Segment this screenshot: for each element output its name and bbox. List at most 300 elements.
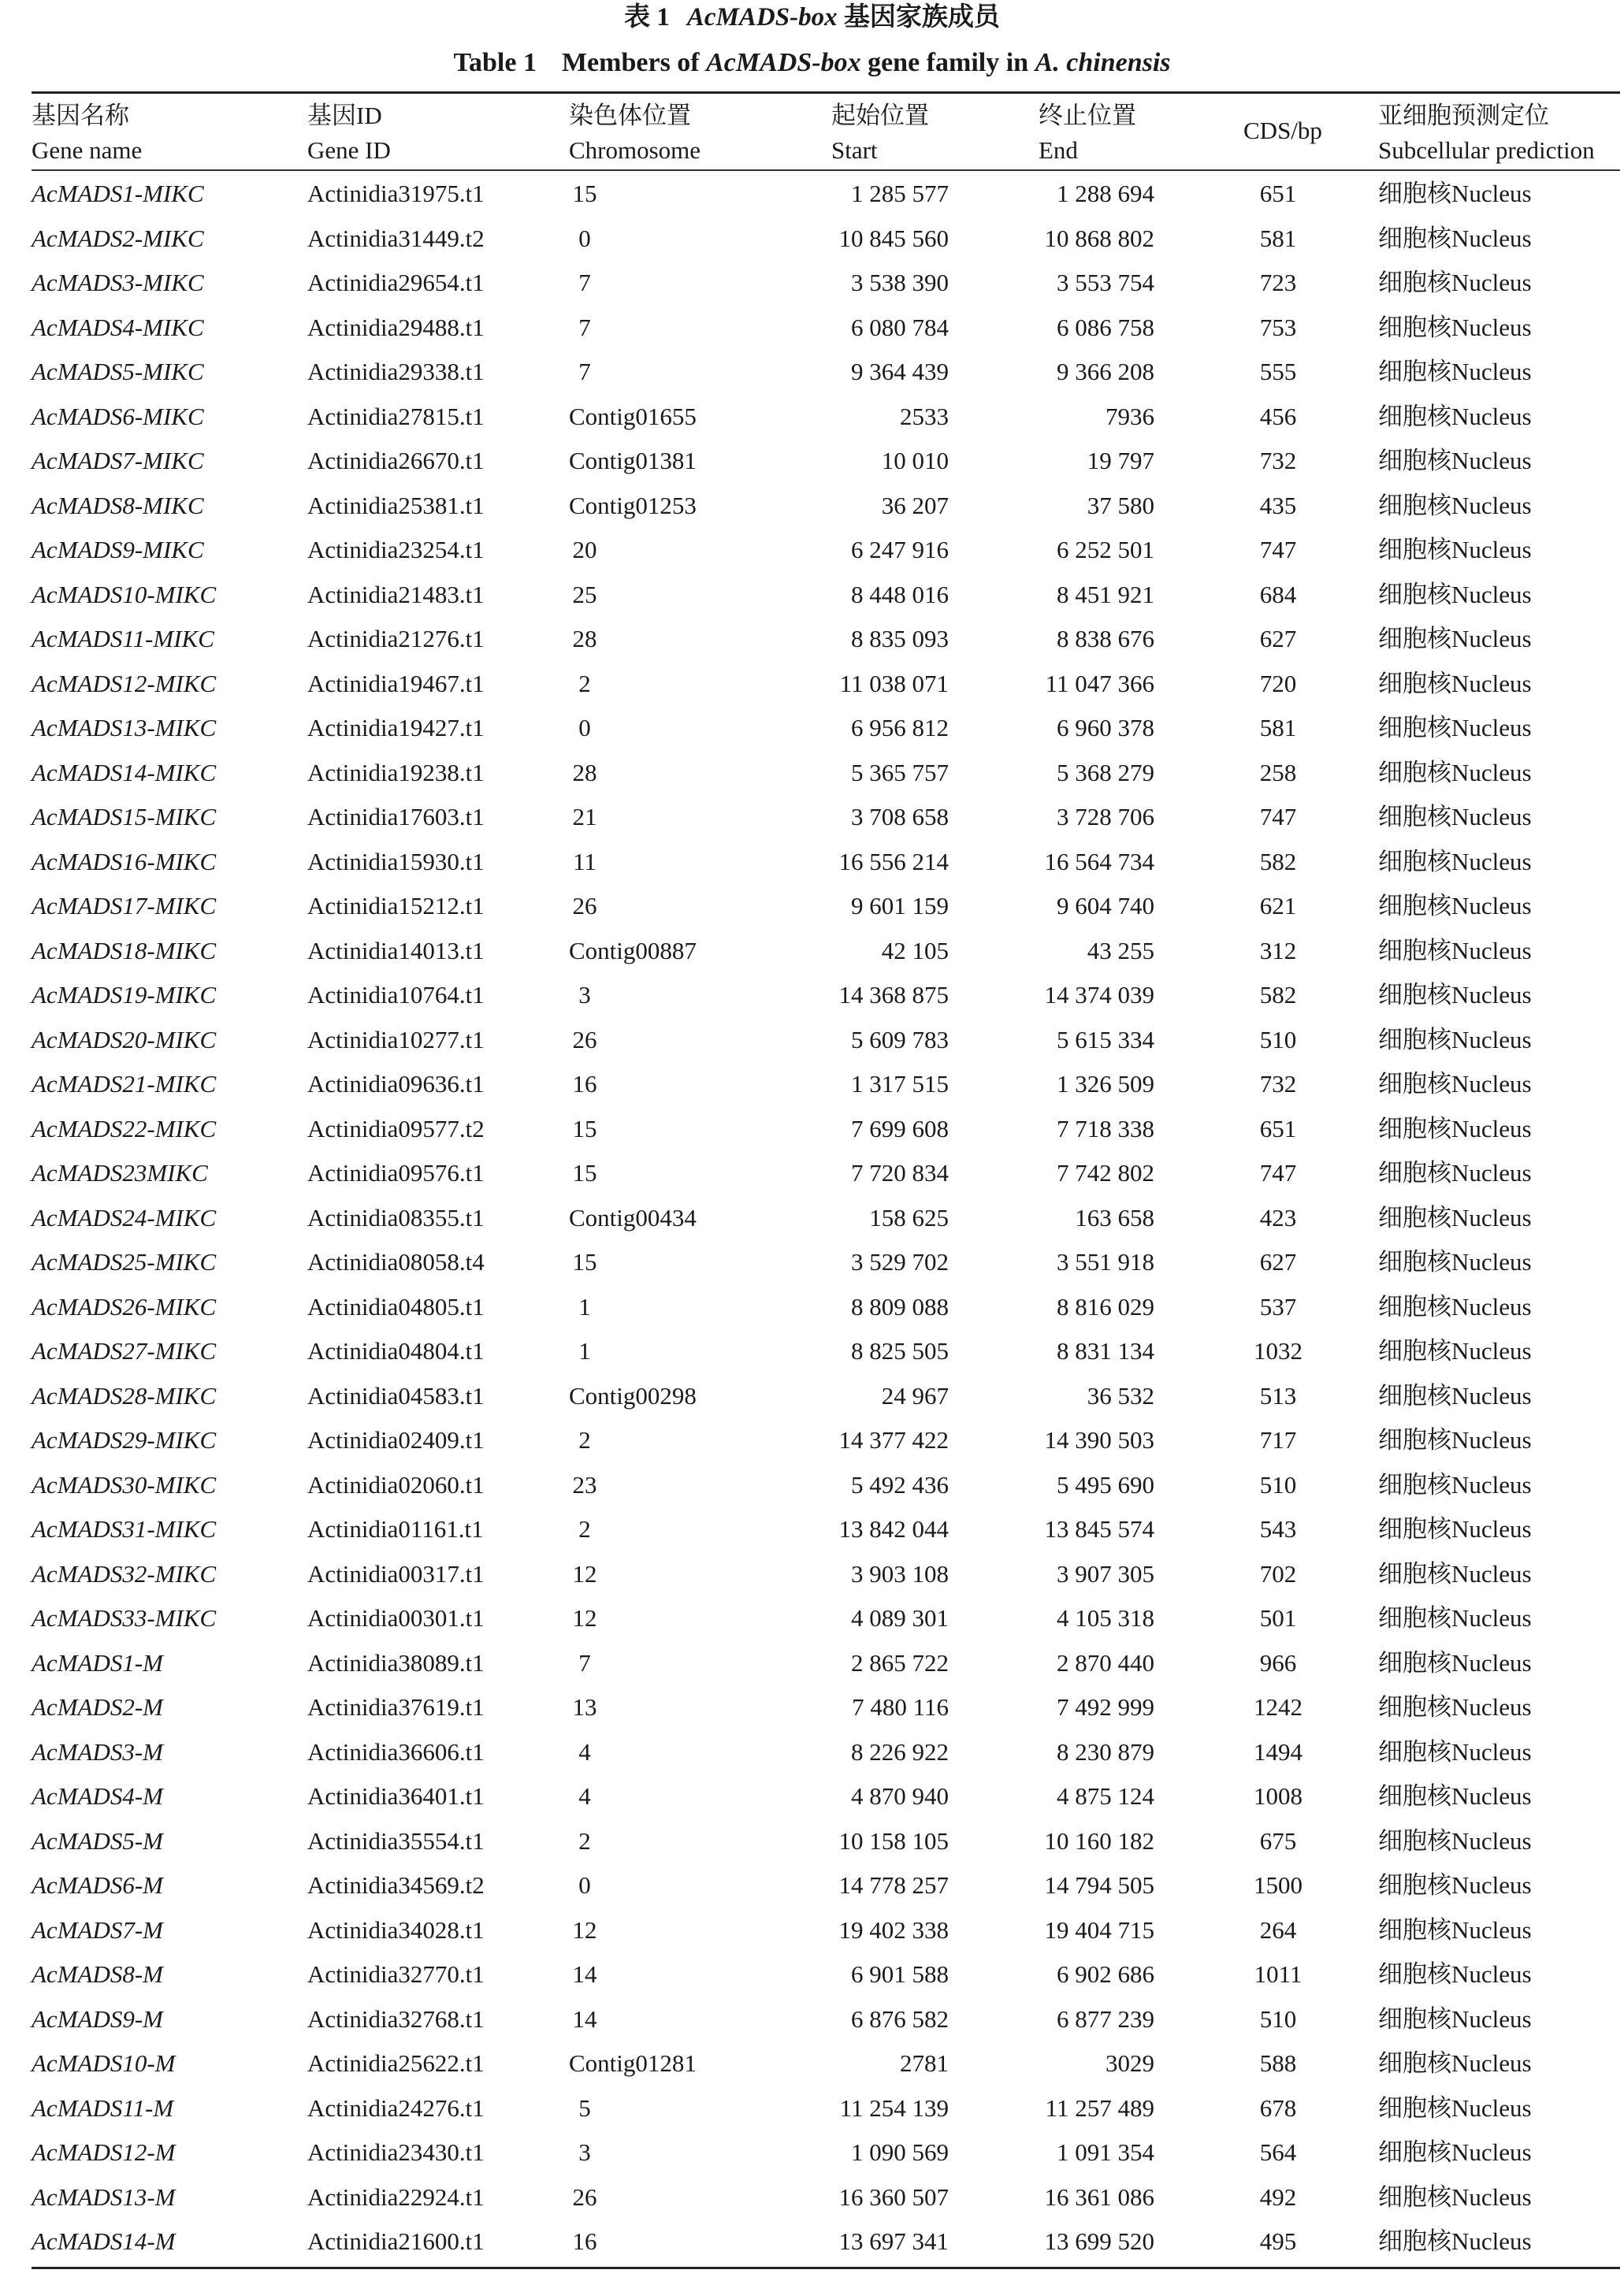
gene-name-cell: AcMADS13-M bbox=[32, 2182, 176, 2211]
start-cell: 10 010 bbox=[881, 447, 949, 474]
gene-name-cell: AcMADS24-MIKC bbox=[32, 1203, 217, 1231]
end-cell: 8 230 879 bbox=[1057, 1737, 1154, 1766]
chromosome-cell bbox=[569, 884, 742, 929]
gene-id-cell: Actinidia22924.t1 bbox=[307, 2182, 485, 2211]
chromosome-cell bbox=[569, 840, 742, 885]
subcellular-cell: 细胞核Nucleus bbox=[1378, 1203, 1532, 1231]
header-end-cn: 终止位置 bbox=[1039, 102, 1136, 129]
cds-cell: 513 bbox=[1259, 1381, 1297, 1410]
header-chromosome-en: Chromosome bbox=[569, 136, 701, 164]
cds-cell: 581 bbox=[1259, 714, 1297, 741]
chromosome-cell bbox=[569, 617, 742, 662]
end-cell: 43 255 bbox=[1087, 936, 1154, 964]
end-cell: 13 845 574 bbox=[1044, 1515, 1154, 1543]
start-cell: 9 364 439 bbox=[851, 358, 949, 385]
gene-name-cell: AcMADS11-M bbox=[32, 2093, 174, 2122]
start-cell: 5 365 757 bbox=[851, 758, 949, 786]
start-cell: 14 377 422 bbox=[838, 1426, 949, 1454]
subcellular-cell: 细胞核Nucleus bbox=[1378, 180, 1532, 207]
gene-name-cell: AcMADS33-MIKC bbox=[32, 1604, 217, 1632]
chromosome-cell bbox=[569, 1819, 742, 1864]
cds-cell: 627 bbox=[1259, 625, 1297, 652]
cds-cell: 1011 bbox=[1254, 1960, 1303, 1988]
table-row bbox=[0, 751, 1624, 796]
start-cell: 8 226 922 bbox=[851, 1737, 949, 1766]
table-row bbox=[0, 1596, 1624, 1641]
start-cell: 6 901 588 bbox=[851, 1960, 949, 1988]
chromosome-number: 7 bbox=[578, 313, 591, 341]
chromosome-number: 26 bbox=[572, 892, 597, 919]
chromosome-cell bbox=[569, 306, 742, 351]
gene-name-cell: AcMADS4-MIKC bbox=[32, 313, 204, 341]
chromosome-number: 3 bbox=[578, 981, 591, 1009]
gene-name-cell: AcMADS7-MIKC bbox=[32, 447, 204, 474]
subcellular-cell: 细胞核Nucleus bbox=[1378, 1737, 1532, 1766]
gene-name-cell: AcMADS14-M bbox=[32, 2227, 176, 2255]
start-cell: 5 609 783 bbox=[851, 1025, 949, 1053]
chromosome-cell bbox=[569, 973, 742, 1018]
table-row bbox=[0, 1997, 1624, 2042]
cds-cell: 678 bbox=[1259, 2093, 1297, 2122]
start-cell: 4 870 940 bbox=[851, 1782, 949, 1810]
gene-name-cell: AcMADS14-MIKC bbox=[32, 758, 217, 786]
gene-id-cell: Actinidia14013.t1 bbox=[307, 936, 485, 964]
chromosome-number: 12 bbox=[572, 1915, 597, 1944]
start-cell: 1 285 577 bbox=[851, 180, 949, 207]
table-row bbox=[0, 350, 1624, 395]
table-row bbox=[0, 1952, 1624, 1997]
end-cell: 4 875 124 bbox=[1057, 1782, 1154, 1810]
chromosome-cell bbox=[569, 1685, 742, 1730]
gene-name-cell: AcMADS23MIKC bbox=[32, 1159, 208, 1187]
chromosome-cell bbox=[569, 1062, 742, 1107]
end-cell: 8 838 676 bbox=[1057, 625, 1154, 652]
chromosome-number: 28 bbox=[572, 625, 597, 652]
chromosome-number: 0 bbox=[578, 224, 591, 252]
cds-cell: 258 bbox=[1259, 758, 1297, 786]
table-row bbox=[0, 484, 1624, 529]
gene-id-cell: Actinidia10277.t1 bbox=[307, 1025, 485, 1053]
table-row bbox=[0, 1062, 1624, 1107]
subcellular-cell: 细胞核Nucleus bbox=[1378, 803, 1532, 830]
gene-name-cell: AcMADS19-MIKC bbox=[32, 981, 217, 1009]
gene-name-cell: AcMADS3-M bbox=[32, 1737, 163, 1766]
chromosome-number: 26 bbox=[572, 2182, 597, 2211]
subcellular-cell: 细胞核Nucleus bbox=[1378, 1915, 1532, 1944]
caption-en-gene: AcMADS-box bbox=[706, 48, 861, 77]
start-cell: 3 708 658 bbox=[851, 803, 949, 830]
caption-en-prefix: Table 1 bbox=[453, 48, 537, 77]
start-cell: 8 835 093 bbox=[851, 625, 949, 652]
header-gene-id-cn: 基因ID bbox=[307, 102, 382, 129]
end-cell: 7 492 999 bbox=[1057, 1693, 1154, 1721]
table-row bbox=[0, 1641, 1624, 1686]
chromosome-number: 16 bbox=[572, 1070, 597, 1098]
cds-cell: 456 bbox=[1259, 402, 1297, 430]
subcellular-cell: 细胞核Nucleus bbox=[1378, 2227, 1532, 2255]
chromosome-number: 2 bbox=[578, 1515, 591, 1543]
start-cell: 4 089 301 bbox=[851, 1604, 949, 1632]
table-row bbox=[0, 1018, 1624, 1063]
table-row bbox=[0, 1329, 1624, 1374]
start-cell: 16 360 507 bbox=[838, 2182, 949, 2211]
subcellular-cell: 细胞核Nucleus bbox=[1378, 1960, 1532, 1988]
subcellular-cell: 细胞核Nucleus bbox=[1378, 1559, 1532, 1588]
gene-name-cell: AcMADS22-MIKC bbox=[32, 1114, 217, 1142]
header-end bbox=[1039, 95, 1136, 167]
table-row bbox=[0, 1463, 1624, 1508]
gene-name-cell: AcMADS12-MIKC bbox=[32, 669, 217, 697]
gene-name-cell: AcMADS15-MIKC bbox=[32, 803, 217, 830]
chromosome-cell bbox=[569, 1240, 742, 1285]
table-body bbox=[0, 172, 1624, 2264]
end-cell: 10 868 802 bbox=[1044, 224, 1154, 252]
cds-cell: 1032 bbox=[1254, 1337, 1303, 1365]
gene-id-cell: Actinidia10764.t1 bbox=[307, 981, 485, 1009]
chromosome-cell bbox=[569, 2220, 742, 2264]
table-row bbox=[0, 706, 1624, 751]
subcellular-cell: 细胞核Nucleus bbox=[1378, 1426, 1532, 1454]
chromosome-cell bbox=[569, 2086, 742, 2131]
chromosome-cell: Contig01253 bbox=[569, 491, 697, 519]
start-cell: 42 105 bbox=[881, 936, 949, 964]
gene-id-cell: Actinidia09636.t1 bbox=[307, 1070, 485, 1098]
table-row bbox=[0, 1196, 1624, 1241]
cds-cell: 564 bbox=[1259, 2138, 1297, 2166]
table-row bbox=[0, 2175, 1624, 2220]
subcellular-cell: 细胞核Nucleus bbox=[1378, 1871, 1532, 1899]
cds-cell: 717 bbox=[1259, 1426, 1297, 1454]
header-start-cn: 起始位置 bbox=[831, 102, 929, 129]
cds-cell: 1494 bbox=[1254, 1737, 1303, 1766]
chromosome-cell bbox=[569, 662, 742, 707]
chromosome-cell bbox=[569, 573, 742, 618]
gene-name-cell: AcMADS26-MIKC bbox=[32, 1292, 217, 1321]
end-cell: 1 288 694 bbox=[1057, 180, 1154, 207]
gene-name-cell: AcMADS5-MIKC bbox=[32, 358, 204, 385]
start-cell: 8 809 088 bbox=[851, 1292, 949, 1321]
start-cell: 8 448 016 bbox=[851, 580, 949, 608]
end-cell: 6 252 501 bbox=[1057, 536, 1154, 563]
caption-cn-prefix: 表 1 bbox=[624, 3, 670, 32]
cds-cell: 684 bbox=[1259, 580, 1297, 608]
start-cell: 1 090 569 bbox=[851, 2138, 949, 2166]
chromosome-number: 15 bbox=[572, 180, 597, 207]
cds-cell: 702 bbox=[1259, 1559, 1297, 1588]
chromosome-cell bbox=[569, 2130, 742, 2175]
table-row bbox=[0, 1552, 1624, 1597]
chromosome-cell bbox=[569, 1952, 742, 1997]
gene-id-cell: Actinidia38089.t1 bbox=[307, 1648, 485, 1677]
header-subcellular bbox=[1378, 95, 1595, 167]
table-row bbox=[0, 973, 1624, 1018]
gene-name-cell: AcMADS30-MIKC bbox=[32, 1470, 217, 1499]
chromosome-cell bbox=[569, 528, 742, 573]
subcellular-cell: 细胞核Nucleus bbox=[1378, 847, 1532, 875]
cds-cell: 747 bbox=[1259, 536, 1297, 563]
cds-cell: 312 bbox=[1259, 936, 1297, 964]
end-cell: 5 495 690 bbox=[1057, 1470, 1154, 1499]
end-cell: 16 361 086 bbox=[1044, 2182, 1154, 2211]
table-bottom-rule bbox=[32, 2267, 1620, 2269]
gene-id-cell: Actinidia09576.t1 bbox=[307, 1159, 485, 1187]
gene-id-cell: Actinidia15212.t1 bbox=[307, 892, 485, 919]
chromosome-cell: Contig01381 bbox=[569, 447, 697, 474]
gene-id-cell: Actinidia27815.t1 bbox=[307, 402, 485, 430]
end-cell: 9 604 740 bbox=[1057, 892, 1154, 919]
chromosome-cell bbox=[569, 217, 742, 262]
gene-id-cell: Actinidia02409.t1 bbox=[307, 1426, 485, 1454]
start-cell: 10 845 560 bbox=[838, 224, 949, 252]
table-header-rule bbox=[32, 169, 1620, 171]
start-cell: 9 601 159 bbox=[851, 892, 949, 919]
start-cell: 158 625 bbox=[869, 1203, 949, 1231]
end-cell: 19 404 715 bbox=[1044, 1915, 1154, 1944]
caption-en-mid2: gene family in bbox=[868, 48, 1029, 77]
chromosome-cell: Contig00298 bbox=[569, 1381, 697, 1410]
gene-name-cell: AcMADS9-MIKC bbox=[32, 536, 204, 563]
chromosome-number: 15 bbox=[572, 1114, 597, 1142]
subcellular-cell: 细胞核Nucleus bbox=[1378, 402, 1532, 430]
table-row bbox=[0, 2086, 1624, 2131]
chromosome-cell bbox=[569, 1507, 742, 1552]
gene-id-cell: Actinidia32770.t1 bbox=[307, 1960, 485, 1988]
chromosome-number: 12 bbox=[572, 1559, 597, 1588]
table-row bbox=[0, 395, 1624, 440]
end-cell: 19 797 bbox=[1087, 447, 1154, 474]
gene-id-cell: Actinidia23254.t1 bbox=[307, 536, 485, 563]
start-cell: 3 538 390 bbox=[851, 269, 949, 296]
subcellular-cell: 细胞核Nucleus bbox=[1378, 1693, 1532, 1721]
header-gene-name bbox=[32, 95, 142, 167]
header-start bbox=[831, 95, 929, 167]
cds-cell: 588 bbox=[1259, 2049, 1297, 2077]
chromosome-number: 1 bbox=[578, 1292, 591, 1321]
start-cell: 13 842 044 bbox=[838, 1515, 949, 1543]
chromosome-cell bbox=[569, 1418, 742, 1463]
chromosome-cell bbox=[569, 1018, 742, 1063]
table-row bbox=[0, 172, 1624, 217]
end-cell: 3 907 305 bbox=[1057, 1559, 1154, 1588]
end-cell: 7 742 802 bbox=[1057, 1159, 1154, 1187]
start-cell: 2 865 722 bbox=[851, 1648, 949, 1677]
table-row bbox=[0, 840, 1624, 885]
subcellular-cell: 细胞核Nucleus bbox=[1378, 981, 1532, 1009]
table-row bbox=[0, 1507, 1624, 1552]
gene-name-cell: AcMADS8-MIKC bbox=[32, 491, 204, 519]
gene-id-cell: Actinidia21600.t1 bbox=[307, 2227, 485, 2255]
table-row bbox=[0, 439, 1624, 484]
gene-name-cell: AcMADS28-MIKC bbox=[32, 1381, 217, 1410]
chromosome-number: 25 bbox=[572, 580, 597, 608]
gene-id-cell: Actinidia04583.t1 bbox=[307, 1381, 485, 1410]
gene-id-cell: Actinidia25622.t1 bbox=[307, 2049, 485, 2077]
start-cell: 19 402 338 bbox=[838, 1915, 949, 1944]
subcellular-cell: 细胞核Nucleus bbox=[1378, 1159, 1532, 1187]
table-top-rule bbox=[32, 91, 1620, 94]
chromosome-cell: Contig01655 bbox=[569, 402, 697, 430]
gene-id-cell: Actinidia08058.t4 bbox=[307, 1248, 485, 1276]
caption-en-mid: Members of bbox=[561, 48, 700, 77]
gene-id-cell: Actinidia29338.t1 bbox=[307, 358, 485, 385]
table-row bbox=[0, 528, 1624, 573]
chromosome-cell bbox=[569, 350, 742, 395]
subcellular-cell: 细胞核Nucleus bbox=[1378, 2182, 1532, 2211]
end-cell: 7936 bbox=[1106, 402, 1154, 430]
header-chromosome bbox=[569, 95, 701, 167]
start-cell: 16 556 214 bbox=[838, 847, 949, 875]
start-cell: 13 697 341 bbox=[838, 2227, 949, 2255]
gene-id-cell: Actinidia37619.t1 bbox=[307, 1693, 485, 1721]
cds-cell: 723 bbox=[1259, 269, 1297, 296]
gene-id-cell: Actinidia21276.t1 bbox=[307, 625, 485, 652]
table-row bbox=[0, 2130, 1624, 2175]
subcellular-cell: 细胞核Nucleus bbox=[1378, 1648, 1532, 1677]
chromosome-cell bbox=[569, 172, 742, 217]
gene-name-cell: AcMADS27-MIKC bbox=[32, 1337, 217, 1365]
subcellular-cell: 细胞核Nucleus bbox=[1378, 758, 1532, 786]
chromosome-number: 5 bbox=[578, 2093, 591, 2122]
gene-name-cell: AcMADS16-MIKC bbox=[32, 847, 217, 875]
gene-id-cell: Actinidia34028.t1 bbox=[307, 1915, 485, 1944]
gene-id-cell: Actinidia31975.t1 bbox=[307, 180, 485, 207]
end-cell: 6 902 686 bbox=[1057, 1960, 1154, 1988]
header-start-en: Start bbox=[831, 136, 878, 164]
cds-cell: 651 bbox=[1259, 180, 1297, 207]
caption-chinese bbox=[0, 2, 1624, 33]
gene-name-cell: AcMADS25-MIKC bbox=[32, 1248, 217, 1276]
start-cell: 14 368 875 bbox=[838, 981, 949, 1009]
chromosome-number: 11 bbox=[573, 847, 596, 875]
gene-name-cell: AcMADS6-MIKC bbox=[32, 402, 204, 430]
chromosome-number: 26 bbox=[572, 1025, 597, 1053]
gene-id-cell: Actinidia31449.t2 bbox=[307, 224, 485, 252]
cds-cell: 582 bbox=[1259, 847, 1297, 875]
caption-cn-gene: AcMADS-box bbox=[686, 3, 838, 32]
cds-cell: 747 bbox=[1259, 803, 1297, 830]
subcellular-cell: 细胞核Nucleus bbox=[1378, 714, 1532, 741]
table-row bbox=[0, 261, 1624, 306]
end-cell: 14 390 503 bbox=[1044, 1426, 1154, 1454]
table-row bbox=[0, 662, 1624, 707]
gene-id-cell: Actinidia35554.t1 bbox=[307, 1826, 485, 1855]
gene-id-cell: Actinidia21483.t1 bbox=[307, 580, 485, 608]
gene-name-cell: AcMADS2-M bbox=[32, 1693, 163, 1721]
gene-name-cell: AcMADS9-M bbox=[32, 2004, 163, 2033]
subcellular-cell: 细胞核Nucleus bbox=[1378, 1782, 1532, 1810]
gene-id-cell: Actinidia24276.t1 bbox=[307, 2093, 485, 2122]
cds-cell: 581 bbox=[1259, 224, 1297, 252]
start-cell: 6 876 582 bbox=[851, 2004, 949, 2033]
subcellular-cell: 细胞核Nucleus bbox=[1378, 625, 1532, 652]
gene-name-cell: AcMADS8-M bbox=[32, 1960, 163, 1988]
start-cell: 3 529 702 bbox=[851, 1248, 949, 1276]
chromosome-cell bbox=[569, 1863, 742, 1908]
cds-cell: 621 bbox=[1259, 892, 1297, 919]
subcellular-cell: 细胞核Nucleus bbox=[1378, 1515, 1532, 1543]
gene-id-cell: Actinidia29654.t1 bbox=[307, 269, 485, 296]
chromosome-cell bbox=[569, 1463, 742, 1508]
start-cell: 11 038 071 bbox=[839, 669, 949, 697]
gene-id-cell: Actinidia17603.t1 bbox=[307, 803, 485, 830]
cds-cell: 753 bbox=[1259, 313, 1297, 341]
cds-cell: 651 bbox=[1259, 1114, 1297, 1142]
gene-name-cell: AcMADS29-MIKC bbox=[32, 1426, 217, 1454]
subcellular-cell: 细胞核Nucleus bbox=[1378, 491, 1532, 519]
gene-name-cell: AcMADS1-M bbox=[32, 1648, 163, 1677]
table-row bbox=[0, 795, 1624, 840]
table-row bbox=[0, 1730, 1624, 1775]
end-cell: 8 816 029 bbox=[1057, 1292, 1154, 1321]
gene-name-cell: AcMADS6-M bbox=[32, 1871, 163, 1899]
chromosome-cell bbox=[569, 1151, 742, 1196]
start-cell: 3 903 108 bbox=[851, 1559, 949, 1588]
chromosome-number: 1 bbox=[578, 1337, 591, 1365]
end-cell: 1 091 354 bbox=[1057, 2138, 1154, 2166]
gene-id-cell: Actinidia36401.t1 bbox=[307, 1782, 485, 1810]
chromosome-cell bbox=[569, 1997, 742, 2042]
start-cell: 5 492 436 bbox=[851, 1470, 949, 1499]
gene-id-cell: Actinidia34569.t2 bbox=[307, 1871, 485, 1899]
gene-name-cell: AcMADS32-MIKC bbox=[32, 1559, 217, 1588]
gene-id-cell: Actinidia04804.t1 bbox=[307, 1337, 485, 1365]
gene-name-cell: AcMADS21-MIKC bbox=[32, 1070, 217, 1098]
chromosome-number: 28 bbox=[572, 758, 597, 786]
table-row bbox=[0, 884, 1624, 929]
subcellular-cell: 细胞核Nucleus bbox=[1378, 1381, 1532, 1410]
header-gene-id-en: Gene ID bbox=[307, 136, 391, 164]
gene-name-cell: AcMADS3-MIKC bbox=[32, 269, 204, 296]
start-cell: 10 158 105 bbox=[838, 1826, 949, 1855]
gene-id-cell: Actinidia15930.t1 bbox=[307, 847, 485, 875]
chromosome-cell bbox=[569, 2175, 742, 2220]
end-cell: 14 794 505 bbox=[1044, 1871, 1154, 1899]
end-cell: 6 086 758 bbox=[1057, 313, 1154, 341]
header-cds: CDS/bp bbox=[1243, 117, 1322, 144]
subcellular-cell: 细胞核Nucleus bbox=[1378, 936, 1532, 964]
cds-cell: 435 bbox=[1259, 491, 1297, 519]
chromosome-cell bbox=[569, 1730, 742, 1775]
cds-cell: 510 bbox=[1259, 1025, 1297, 1053]
end-cell: 3029 bbox=[1106, 2049, 1154, 2077]
gene-id-cell: Actinidia04805.t1 bbox=[307, 1292, 485, 1321]
chromosome-number: 7 bbox=[578, 1648, 591, 1677]
subcellular-cell: 细胞核Nucleus bbox=[1378, 1826, 1532, 1855]
chromosome-number: 7 bbox=[578, 269, 591, 296]
subcellular-cell: 细胞核Nucleus bbox=[1378, 2004, 1532, 2033]
subcellular-cell: 细胞核Nucleus bbox=[1378, 669, 1532, 697]
end-cell: 5 615 334 bbox=[1057, 1025, 1154, 1053]
gene-name-cell: AcMADS5-M bbox=[32, 1826, 163, 1855]
chromosome-cell bbox=[569, 261, 742, 306]
chromosome-number: 3 bbox=[578, 2138, 591, 2166]
chromosome-number: 14 bbox=[572, 1960, 597, 1988]
cds-cell: 966 bbox=[1259, 1648, 1297, 1677]
cds-cell: 555 bbox=[1259, 358, 1297, 385]
end-cell: 10 160 182 bbox=[1044, 1826, 1154, 1855]
subcellular-cell: 细胞核Nucleus bbox=[1378, 2138, 1532, 2166]
end-cell: 163 658 bbox=[1075, 1203, 1154, 1231]
cds-cell: 495 bbox=[1259, 2227, 1297, 2255]
cds-cell: 732 bbox=[1259, 1070, 1297, 1098]
end-cell: 6 877 239 bbox=[1057, 2004, 1154, 2033]
chromosome-number: 2 bbox=[578, 669, 591, 697]
header-subcellular-cn: 亚细胞预测定位 bbox=[1378, 102, 1549, 129]
chromosome-number: 12 bbox=[572, 1604, 597, 1632]
header-chromosome-cn: 染色体位置 bbox=[569, 102, 691, 129]
subcellular-cell: 细胞核Nucleus bbox=[1378, 313, 1532, 341]
gene-name-cell: AcMADS4-M bbox=[32, 1782, 163, 1810]
